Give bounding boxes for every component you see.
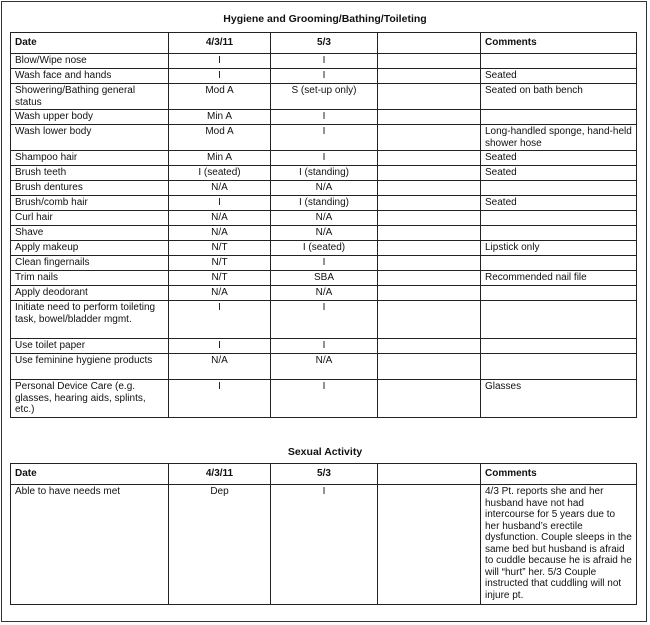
status-cell-date-2: I (seated): [271, 241, 378, 256]
table-row: [11, 241, 637, 256]
section-title-hygiene: Hygiene and Grooming/Bathing/Toileting: [223, 13, 427, 25]
header-date-1: 4/3/11: [169, 33, 271, 54]
status-cell-date-1: N/A: [169, 226, 271, 241]
blank-cell: [378, 241, 481, 256]
comment-cell: 4/3 Pt. reports she and her husband have not had intercourse for 5 years due to her husband’s erectile dysfunction. Couple sleeps in the same bed but husband is afraid to cuddle because he is afraid he will “hurt” her. 5/3 Couple instructed that cuddling will not injure pt.: [481, 485, 637, 605]
table-row: [11, 226, 637, 241]
activity-cell: Curl hair: [11, 211, 169, 226]
header-date: Date: [11, 464, 169, 485]
blank-cell: [378, 125, 481, 151]
blank-cell: [378, 211, 481, 226]
comment-cell: Lipstick only: [481, 241, 637, 256]
blank-cell: [378, 110, 481, 125]
status-cell-date-2: I: [271, 256, 378, 271]
status-cell-date-1: Min A: [169, 110, 271, 125]
status-cell-date-1: N/T: [169, 241, 271, 256]
status-cell-date-1: N/A: [169, 181, 271, 196]
blank-cell: [378, 271, 481, 286]
table-row: [11, 301, 637, 339]
status-cell-date-2: I: [271, 301, 378, 339]
activity-cell: Blow/Wipe nose: [11, 54, 169, 69]
status-cell-date-2: S (set-up only): [271, 84, 378, 110]
header-comments: Comments: [481, 464, 637, 485]
table-header-row: [11, 33, 637, 54]
status-cell-date-2: I (standing): [271, 196, 378, 211]
comment-cell: [481, 110, 637, 125]
blank-cell: [378, 181, 481, 196]
comment-cell: Glasses: [481, 380, 637, 418]
header-date-2: 5/3: [271, 33, 378, 54]
status-cell-date-2: I (standing): [271, 166, 378, 181]
comment-cell: Seated: [481, 166, 637, 181]
comment-cell: [481, 256, 637, 271]
blank-cell: [378, 485, 481, 605]
activity-cell: Initiate need to perform toileting task, bowel/bladder mgmt.: [11, 301, 169, 339]
status-cell-date-1: N/A: [169, 354, 271, 380]
blank-cell: [378, 151, 481, 166]
table-row: [11, 380, 637, 418]
status-cell-date-2: I: [271, 110, 378, 125]
status-cell-date-2: I: [271, 485, 378, 605]
table-row: [11, 354, 637, 380]
table-row: [11, 151, 637, 166]
sexual-activity-table: [10, 463, 637, 605]
blank-cell: [378, 354, 481, 380]
table-row: [11, 166, 637, 181]
status-cell-date-1: I (seated): [169, 166, 271, 181]
activity-cell: Apply makeup: [11, 241, 169, 256]
table-row: [11, 256, 637, 271]
activity-cell: Wash lower body: [11, 125, 169, 151]
status-cell-date-1: I: [169, 380, 271, 418]
activity-cell: Personal Device Care (e.g. glasses, hearing aids, splints, etc.): [11, 380, 169, 418]
activity-cell: Shave: [11, 226, 169, 241]
blank-cell: [378, 226, 481, 241]
activity-cell: Brush teeth: [11, 166, 169, 181]
activity-cell: Shampoo hair: [11, 151, 169, 166]
status-cell-date-1: I: [169, 54, 271, 69]
status-cell-date-2: N/A: [271, 226, 378, 241]
table-row: [11, 339, 637, 354]
table-row: [11, 485, 637, 605]
activity-cell: Use feminine hygiene products: [11, 354, 169, 380]
hygiene-table: [10, 32, 637, 418]
status-cell-date-2: N/A: [271, 211, 378, 226]
status-cell-date-1: Min A: [169, 151, 271, 166]
status-cell-date-1: Mod A: [169, 84, 271, 110]
activity-cell: Wash face and hands: [11, 69, 169, 84]
table-row: [11, 196, 637, 211]
status-cell-date-1: Mod A: [169, 125, 271, 151]
table-row: [11, 84, 637, 110]
activity-cell: Wash upper body: [11, 110, 169, 125]
table-row: [11, 110, 637, 125]
table-row: [11, 181, 637, 196]
status-cell-date-1: N/T: [169, 256, 271, 271]
status-cell-date-1: N/A: [169, 211, 271, 226]
header-date-2: 5/3: [271, 464, 378, 485]
blank-cell: [378, 166, 481, 181]
activity-cell: Trim nails: [11, 271, 169, 286]
status-cell-date-2: N/A: [271, 181, 378, 196]
blank-cell: [378, 196, 481, 211]
blank-cell: [378, 380, 481, 418]
status-cell-date-1: I: [169, 196, 271, 211]
status-cell-date-2: I: [271, 125, 378, 151]
comment-cell: Recommended nail file: [481, 271, 637, 286]
status-cell-date-2: I: [271, 339, 378, 354]
comment-cell: [481, 54, 637, 69]
blank-cell: [378, 339, 481, 354]
blank-cell: [378, 54, 481, 69]
header-blank: [378, 33, 481, 54]
activity-cell: Brush/comb hair: [11, 196, 169, 211]
status-cell-date-1: N/T: [169, 271, 271, 286]
blank-cell: [378, 69, 481, 84]
comment-cell: [481, 211, 637, 226]
comment-cell: [481, 226, 637, 241]
blank-cell: [378, 301, 481, 339]
table-row: [11, 286, 637, 301]
comment-cell: [481, 181, 637, 196]
comment-cell: Seated: [481, 69, 637, 84]
status-cell-date-2: N/A: [271, 354, 378, 380]
status-cell-date-1: Dep: [169, 485, 271, 605]
comment-cell: Seated on bath bench: [481, 84, 637, 110]
status-cell-date-2: I: [271, 151, 378, 166]
section-title-sexual-activity: Sexual Activity: [287, 446, 363, 458]
comment-cell: Seated: [481, 151, 637, 166]
comment-cell: [481, 301, 637, 339]
blank-cell: [378, 286, 481, 301]
header-blank: [378, 464, 481, 485]
activity-cell: Able to have needs met: [11, 485, 169, 605]
status-cell-date-2: N/A: [271, 286, 378, 301]
activity-cell: Apply deodorant: [11, 286, 169, 301]
status-cell-date-1: I: [169, 69, 271, 84]
status-cell-date-1: N/A: [169, 286, 271, 301]
status-cell-date-1: I: [169, 301, 271, 339]
table-row: [11, 271, 637, 286]
header-comments: Comments: [481, 33, 637, 54]
comment-cell: Seated: [481, 196, 637, 211]
activity-cell: Use toilet paper: [11, 339, 169, 354]
activity-cell: Showering/Bathing general status: [11, 84, 169, 110]
table-row: [11, 211, 637, 226]
comment-cell: Long-handled sponge, hand-held shower hose: [481, 125, 637, 151]
table-header-row: [11, 464, 637, 485]
comment-cell: [481, 286, 637, 301]
status-cell-date-2: I: [271, 69, 378, 84]
header-date-1: 4/3/11: [169, 464, 271, 485]
activity-cell: Brush dentures: [11, 181, 169, 196]
status-cell-date-2: I: [271, 54, 378, 69]
status-cell-date-2: I: [271, 380, 378, 418]
header-date: Date: [11, 33, 169, 54]
activity-cell: Clean fingernails: [11, 256, 169, 271]
status-cell-date-2: SBA: [271, 271, 378, 286]
comment-cell: [481, 339, 637, 354]
table-row: [11, 69, 637, 84]
blank-cell: [378, 256, 481, 271]
status-cell-date-1: I: [169, 339, 271, 354]
table-row: [11, 125, 637, 151]
blank-cell: [378, 84, 481, 110]
table-row: [11, 54, 637, 69]
comment-cell: [481, 354, 637, 380]
